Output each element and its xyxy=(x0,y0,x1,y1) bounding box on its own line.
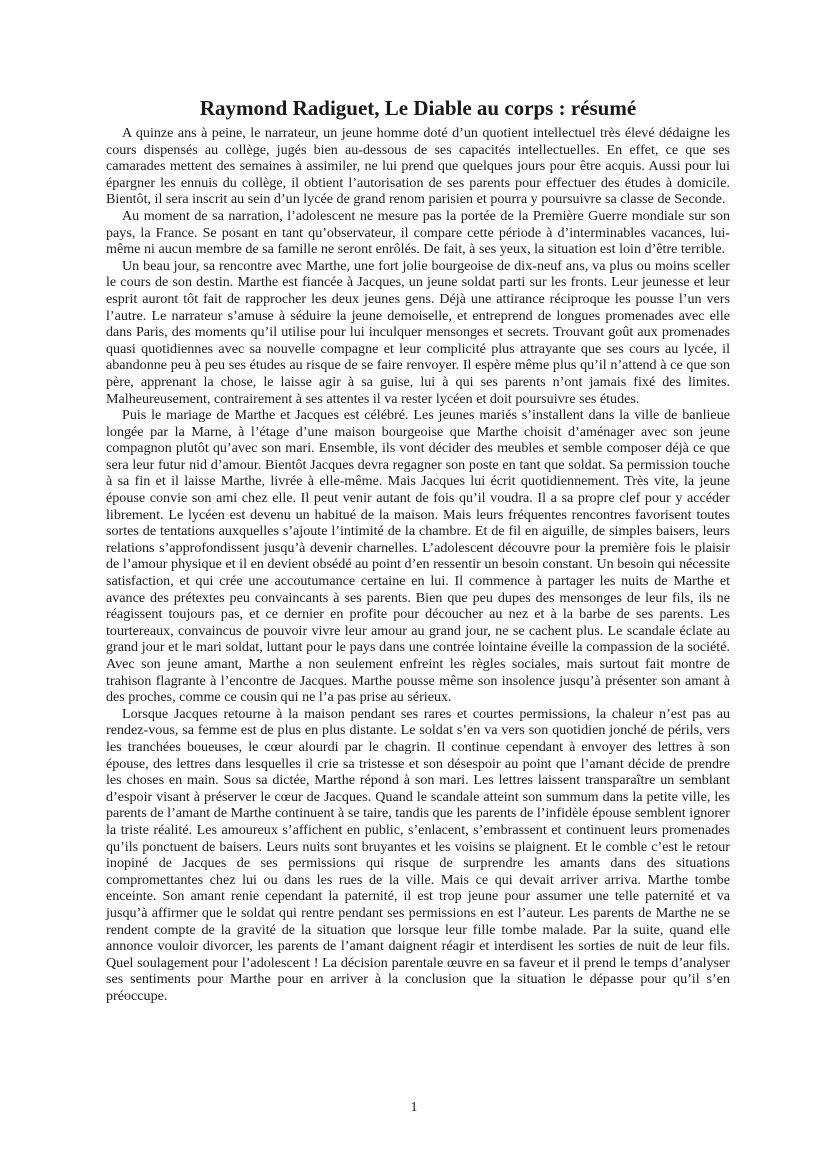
paragraph-4: Puis le mariage de Marthe et Jacques est célébré. Les jeunes mariés s’installent dans la ville de banlieue longée par la Marne, à l’étage d’une maison bourgeoise que Marthe choisit d’aménager avec son jeune compagnon plutôt qu’avec son mari. Ensemble, ils vont décider des meubles et semble composer déjà ce que sera leur futur nid d’amour. Bientôt Jacques devra regagner son poste en tant que soldat. Sa permission touche à sa fin et il laisse Marthe, livrée à elle-même. Mais Jacques lui écrit quotidiennement. Très vite, la jeune épouse convie son ami chez elle. Il peut venir autant de fois qu’il voudra. Il a sa propre clef pour y accéder librement. Le lycéen est devenu un habitué de la maison. Mais leurs fréquentes rencontres favorisent toutes sortes de tentations auxquelles s’ajoute l’intimité de la chambre. Et de fil en aiguille, de simples baisers, leurs relations s’approfondissent jusqu’à devenir charnelles. L’adolescent découvre pour la première fois le plaisir de l’amour physique et il en devient obsédé au point d’en ressentir un besoin constant. Un besoin qui nécessite satisfaction, et qui crée une accoutumance certaine en lui. Il commence à partager les nuits de Marthe et avance des prétextes peu convaincants à ses parents. Bien que peu dupes des mensonges de leur fils, ils ne réagissent toujours pas, et ce dernier en profite pour découcher au nez et à la barbe de ses parents. Les tourtereaux, convaincus de pouvoir vivre leur amour au grand jour, ne se cachent plus. Le scandale éclate au grand jour et le mari soldat, luttant pour le pays dans une contrée lointaine éveille la compassion de la société. Avec son jeune amant, Marthe a non seulement enfreint les règles sociales, mais surtout fait montre de trahison flagrante à l’encontre de Jacques. Marthe pousse même son insolence jusqu’à présenter son amant à des proches, comme ce cousin qui ne l’a pas prise au sérieux. xyxy=(106,407,730,706)
document-body xyxy=(106,125,730,1004)
paragraph-5: Lorsque Jacques retourne à la maison pendant ses rares et courtes permissions, la chaleur n’est pas au rendez-vous, sa femme est de plus en plus distante. Le soldat s’en va vers son quotidien jonché de périls, vers les tranchées boueuses, le cœur alourdi par le chagrin. Il continue cependant à envoyer des lettres à son épouse, des lettres dans lesquelles il crie sa tristesse et son désespoir au point que l’amant décide de prendre les choses en main. Sous sa dictée, Marthe répond à son mari. Les lettres laissent transparaître un semblant d’espoir visant à préserver le cœur de Jacques. Quand le scandale atteint son summum dans la petite ville, les parents de l’amant de Marthe continuent à se taire, tandis que les parents de l’infidèle épouse semblent ignorer la triste réalité. Les amoureux s’affichent en public, s’enlacent, s’embrassent et continuent leurs promenades qu’ils ponctuent de baisers. Leurs nuits sont bruyantes et les voisins se plaignent. Et le comble c’est le retour inopiné de Jacques de ses permissions qui risque de surprendre les amants dans des situations compromettantes chez lui ou dans les rues de la ville. Mais ce qui devait arriver arriva. Marthe tombe enceinte. Son amant renie cependant la paternité, il est trop jeune pour assumer une telle paternité et va jusqu’à affirmer que le soldat qui rentre pendant ses permissions en est l’auteur. Les parents de Marthe ne se rendent compte de la gravité de la situation que lorsque leur fille tombe malade. Par la suite, quand elle annonce vouloir divorcer, les parents de l’amant daignent réagir et interdisent les sorties de nuit de leur fils. Quel soulagement pour l’adolescent ! La décision parentale œuvre en sa faveur et il prend le temps d’analyser ses sentiments pour Marthe pour en arriver à la conclusion que la situation le dépasse pour qu’il s’en préoccupe. xyxy=(106,705,730,1004)
paragraph-1: A quinze ans à peine, le narrateur, un jeune homme doté d’un quotient intellectuel très élevé dédaigne les cours dispensés au collège, jugés bien au-dessous de ses capacités intellectuelles. En effet, ce que ses camarades mettent des semaines à assimiler, ne lui prend que quelques jours pour être acquis. Aussi pour lui épargner les ennuis du collège, il obtient l’autorisation de ses parents pour effectuer des études à domicile. Bientôt, il sera inscrit au sein d’un lycée de grand renom parisien et pourra y poursuivre sa classe de Seconde. xyxy=(106,125,730,208)
document-page xyxy=(106,96,730,1004)
page-number: 1 xyxy=(410,1100,418,1115)
paragraph-3: Un beau jour, sa rencontre avec Marthe, une fort jolie bourgeoise de dix-neuf ans, va plus ou moins sceller le cours de son destin. Marthe est fiancée à Jacques, un jeune soldat parti sur les fronts. Leur jeunesse et leur esprit auront tôt fait de rapprocher les deux jeunes gens. Déjà une attirance réciproque les pousse l’un vers l’autre. Le narrateur s’amuse à séduire la jeune demoiselle, et entreprend de longues promenades avec elle dans Paris, des moments qu’il utilise pour lui inculquer mensonges et secrets. Trouvant goût aux promenades quasi quotidiennes avec sa nouvelle compagne et leur complicité plus attrayante que ses cours au lycée, il abandonne peu à peu ses études au risque de se faire renvoyer. Il espère même plus qu’il n’attend à ce que son père, apprenant la chose, le laisse agir à sa guise, lui à qui ses parents n’ont jamais fixé des limites. Malheureusement, contrairement à ses attentes il va rester lycéen et doit poursuivre ses études. xyxy=(106,257,730,407)
document-title: Raymond Radiguet, Le Diable au corps : résumé xyxy=(199,96,637,120)
paragraph-2: Au moment de sa narration, l’adolescent ne mesure pas la portée de la Première Guerre mondiale sur son pays, la France. Se posant en tant qu’observateur, il compare cette période à d’interminables vacances, lui-même ni aucun membre de sa famille ne seront enrôlés. De fait, à ses yeux, la situation est loin d’être terrible. xyxy=(106,207,730,258)
